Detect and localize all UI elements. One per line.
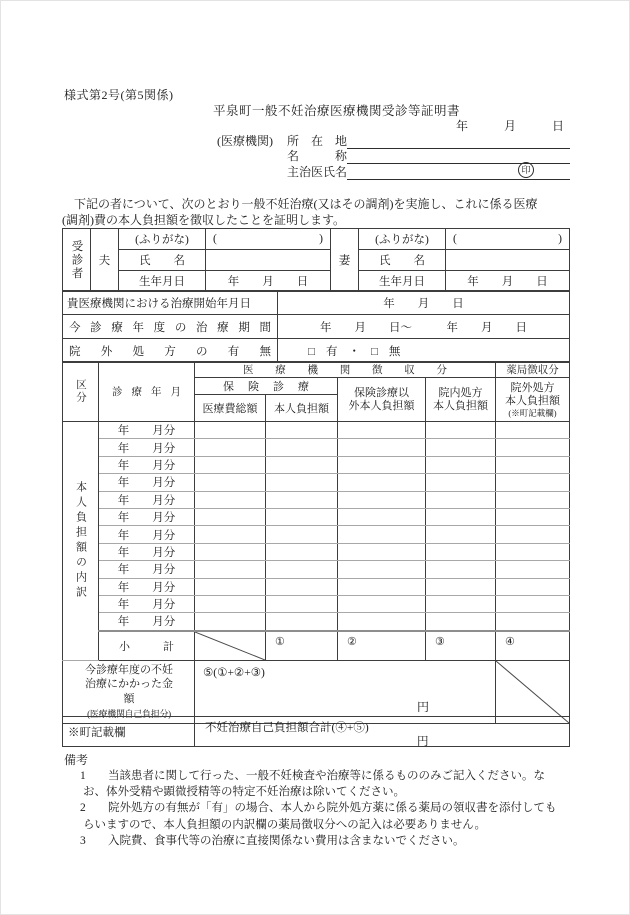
town-entry-label: ※町記載欄 <box>63 717 195 747</box>
cell-external <box>496 613 570 631</box>
kubun-header: 区分 <box>63 362 99 422</box>
month-row-label: 年 月分 <box>99 543 195 560</box>
treatment-info-table <box>62 290 570 363</box>
pharmacy-group-header: 薬局徴収分 <box>496 362 570 378</box>
annual-formula: ⑤(①+②+③) <box>203 666 265 679</box>
town-entry-value-cell <box>195 717 570 747</box>
cell-self <box>266 474 338 491</box>
self-pay-header: 本人負担額 <box>266 395 338 422</box>
annual-label-line3: 額 <box>123 693 135 706</box>
cell-noninsurance <box>338 543 426 560</box>
note-3-number: 3 <box>80 834 86 847</box>
cell-noninsurance <box>338 456 426 473</box>
date-line: 年 月 日 <box>455 119 564 133</box>
external-line1: 院外処方 <box>510 381 555 394</box>
doctor-label: 主治医氏名 <box>287 165 348 180</box>
note-2-line-2: らいますので、本人負担額の内訳欄の薬局徴収分への記入は必要ありません。 <box>83 818 486 831</box>
cell-noninsurance <box>338 613 426 631</box>
separator-dot: ・ <box>348 345 360 358</box>
subtotal-mark-1: ① <box>266 631 338 661</box>
note-1-line-2: お、体外受精や顕微授精等の特定不妊治療は除いてください。 <box>83 786 405 799</box>
paren-close: ) <box>319 233 323 245</box>
subtotal-mark-4: ④ <box>496 631 570 661</box>
annual-blank-diagonal <box>496 660 570 723</box>
cell-self <box>266 526 338 543</box>
name-field-husband <box>206 250 331 271</box>
cell-total <box>195 595 266 612</box>
cell-inhouse <box>426 613 496 631</box>
cell-noninsurance <box>338 491 426 508</box>
subtotal-mark-2: ② <box>338 631 426 661</box>
note-1-number: 1 <box>80 770 86 782</box>
subtotal-row <box>63 631 570 661</box>
cell-inhouse <box>426 595 496 612</box>
form-number: 様式第2号(第5関係) <box>64 88 174 102</box>
note-2-line-1 <box>64 800 557 816</box>
cell-inhouse <box>426 526 496 543</box>
paren-close: ) <box>558 233 562 245</box>
annual-label-line2: 治療にかかった金 <box>85 678 173 691</box>
cell-inhouse <box>426 561 496 578</box>
annual-total-label <box>63 660 195 723</box>
noninsurance-line1: 保険診療以 <box>354 386 409 399</box>
cell-total <box>195 526 266 543</box>
note-1-text: 当該患者に関して行った、一般不妊検査や治療等に係るもののみご記入ください。な <box>108 770 545 782</box>
treatment-period-row <box>63 315 570 339</box>
cell-total <box>195 439 266 456</box>
month-row-label: 年 月分 <box>99 491 195 508</box>
cell-total <box>195 613 266 631</box>
cell-noninsurance <box>338 439 426 456</box>
town-yen-unit: 円 <box>417 736 429 747</box>
furigana-label-husband: (ふりがな) <box>119 229 206 250</box>
furigana-field-husband <box>206 229 331 250</box>
cell-inhouse <box>426 543 496 560</box>
cell-total <box>195 508 266 525</box>
cell-external <box>496 422 570 439</box>
cell-inhouse <box>426 491 496 508</box>
month-row-label: 年 月分 <box>99 526 195 543</box>
patient-group-label: 受診者 <box>63 229 91 292</box>
cell-noninsurance <box>338 595 426 612</box>
month-row-label: 年 月分 <box>99 561 195 578</box>
cell-inhouse <box>426 508 496 525</box>
cell-noninsurance <box>338 561 426 578</box>
intro-line-1: 下記の者について、次のとおり一般不妊治療(又はその調剤)を実施し、これに係る医療 <box>62 197 538 211</box>
external-note: (※町記載欄) <box>508 407 557 418</box>
paren-open: ( <box>213 233 217 245</box>
treatment-period-value: 年 月 日～ 年 月 日 <box>278 315 570 339</box>
remarks-notes <box>64 768 557 849</box>
note-2-text: 院外処方の有無が「有」の場合、本人から院外処方薬に係る薬局の領収書を添付しても <box>108 802 557 815</box>
document-title: 平泉町一般不妊治療医療機関受診等証明書 <box>213 104 461 118</box>
cell-self <box>266 595 338 612</box>
external-header <box>496 378 570 422</box>
cell-self <box>266 491 338 508</box>
wife-label: 妻 <box>331 229 359 292</box>
inhouse-line1: 院内処方 <box>438 386 483 399</box>
subtotal-mark-3: ③ <box>426 631 496 661</box>
inhouse-line2: 本人負担額 <box>433 399 488 412</box>
annual-label-note: (医療機関自己負担分) <box>87 709 171 720</box>
annual-total-value-cell <box>195 660 496 723</box>
external-line2: 本人負担額 <box>505 394 560 407</box>
subtotal-label: 小 計 <box>99 631 195 661</box>
cell-inhouse <box>426 439 496 456</box>
cell-noninsurance <box>338 474 426 491</box>
birth-label-wife: 生年月日 <box>359 271 446 292</box>
cell-noninsurance <box>338 526 426 543</box>
intro-line-2: (調剤)費の本人負担額を徴収したことを証明します。 <box>62 212 346 227</box>
month-row-label: 年 月分 <box>99 422 195 439</box>
diagonal-line <box>496 661 569 723</box>
institution-address-row <box>217 133 570 149</box>
cell-total <box>195 578 266 595</box>
cell-external <box>496 508 570 525</box>
cell-total <box>195 474 266 491</box>
institution-doctor-row <box>217 164 570 180</box>
treatment-start-value: 年 月 日 <box>278 291 570 315</box>
remarks-title: 備考 <box>64 753 89 767</box>
diagonal-line <box>195 632 265 660</box>
inhouse-header <box>426 378 496 422</box>
cell-self <box>266 561 338 578</box>
prescription-row <box>63 339 570 363</box>
month-row-label: 年 月分 <box>99 595 195 612</box>
institution-block <box>217 133 570 180</box>
cell-self <box>266 613 338 631</box>
cell-external <box>496 456 570 473</box>
month-column-header: 診 療 年 月 <box>99 362 195 422</box>
cell-total <box>195 561 266 578</box>
institution-prefix: (医療機関) <box>217 133 273 148</box>
name-field-wife <box>446 250 570 271</box>
doctor-fill-line <box>347 163 570 180</box>
cell-self <box>266 508 338 525</box>
insurance-group-header: 保 険 診 療 <box>195 378 338 395</box>
cell-total <box>195 491 266 508</box>
yes-label: 有 <box>325 345 338 358</box>
cell-noninsurance <box>338 422 426 439</box>
seal-stamp-icon: 印 <box>518 162 534 178</box>
name-fill-line <box>347 148 570 165</box>
cell-self <box>266 543 338 560</box>
cell-external <box>496 543 570 560</box>
cell-external <box>496 561 570 578</box>
month-row-label: 年 月分 <box>99 508 195 525</box>
intro-paragraph <box>62 197 538 228</box>
checkbox-no-icon[interactable]: □ <box>370 345 378 358</box>
medical-group-header: 医 療 機 関 徴 収 分 <box>195 362 496 378</box>
town-formula: 不妊治療自己負担額合計(④+⑤) <box>205 722 369 734</box>
prescription-label: 院 外 処 方 の 有 無 <box>63 339 278 363</box>
cell-self <box>266 578 338 595</box>
cell-self <box>266 456 338 473</box>
furigana-field-wife <box>446 229 570 250</box>
address-label: 所 在 地 <box>287 133 348 148</box>
noninsurance-header <box>338 378 426 422</box>
payment-breakdown-table <box>62 361 570 724</box>
month-row-label: 年 月分 <box>99 439 195 456</box>
prescription-options <box>278 339 570 363</box>
husband-label: 夫 <box>91 229 119 292</box>
cell-external <box>496 595 570 612</box>
month-row-label: 年 月分 <box>99 578 195 595</box>
month-row-label: 年 月分 <box>99 613 195 631</box>
noninsurance-line2: 外本人負担額 <box>348 399 415 412</box>
cell-inhouse <box>426 456 496 473</box>
town-entry-table <box>62 716 570 747</box>
treatment-period-label: 今 診 療 年 度 の 治 療 期 間 <box>63 315 278 339</box>
cell-external <box>496 439 570 456</box>
patient-table <box>62 228 570 292</box>
treatment-start-row <box>63 291 570 315</box>
birth-label-husband: 生年月日 <box>119 271 206 292</box>
paren-open: ( <box>453 233 457 245</box>
annual-total-row <box>63 660 570 723</box>
name-label-wife: 氏 名 <box>359 250 446 271</box>
address-fill-line <box>347 132 570 149</box>
note-2-number: 2 <box>80 802 86 815</box>
birth-field-wife: 年 月 日 <box>446 271 570 292</box>
month-row-label: 年 月分 <box>99 474 195 491</box>
note-3-text: 入院費、食事代等の治療に直接関係ない費用は含まないでください。 <box>108 834 465 847</box>
cell-external <box>496 491 570 508</box>
no-label: 無 <box>388 345 401 358</box>
cell-external <box>496 578 570 595</box>
note-1-line-1 <box>64 768 557 784</box>
cell-self <box>266 422 338 439</box>
cell-total <box>195 422 266 439</box>
name-label: 名 称 <box>287 149 348 164</box>
annual-label-line1: 今診療年度の不妊 <box>85 663 173 676</box>
treatment-start-label: 貴医療機関における治療開始年月日 <box>63 291 278 315</box>
cell-self <box>266 439 338 456</box>
cell-noninsurance <box>338 508 426 525</box>
breakdown-row-group-label: 本人負担額の内訳 <box>63 422 99 661</box>
month-row-label: 年 月分 <box>99 456 195 473</box>
cell-external <box>496 526 570 543</box>
note-3-line-1 <box>64 833 557 849</box>
cell-total <box>195 456 266 473</box>
cell-inhouse <box>426 474 496 491</box>
furigana-label-wife: (ふりがな) <box>359 229 446 250</box>
total-cost-header: 医療費総額 <box>195 395 266 422</box>
annual-yen-unit: 円 <box>417 699 430 714</box>
cell-total <box>195 543 266 560</box>
birth-field-husband: 年 月 日 <box>206 271 331 292</box>
cell-inhouse <box>426 422 496 439</box>
name-label-husband: 氏 名 <box>119 250 206 271</box>
institution-name-row <box>217 149 570 165</box>
checkbox-yes-icon[interactable]: □ <box>308 345 315 358</box>
subtotal-blank-diagonal <box>195 631 266 661</box>
cell-inhouse <box>426 578 496 595</box>
cell-noninsurance <box>338 578 426 595</box>
cell-external <box>496 474 570 491</box>
